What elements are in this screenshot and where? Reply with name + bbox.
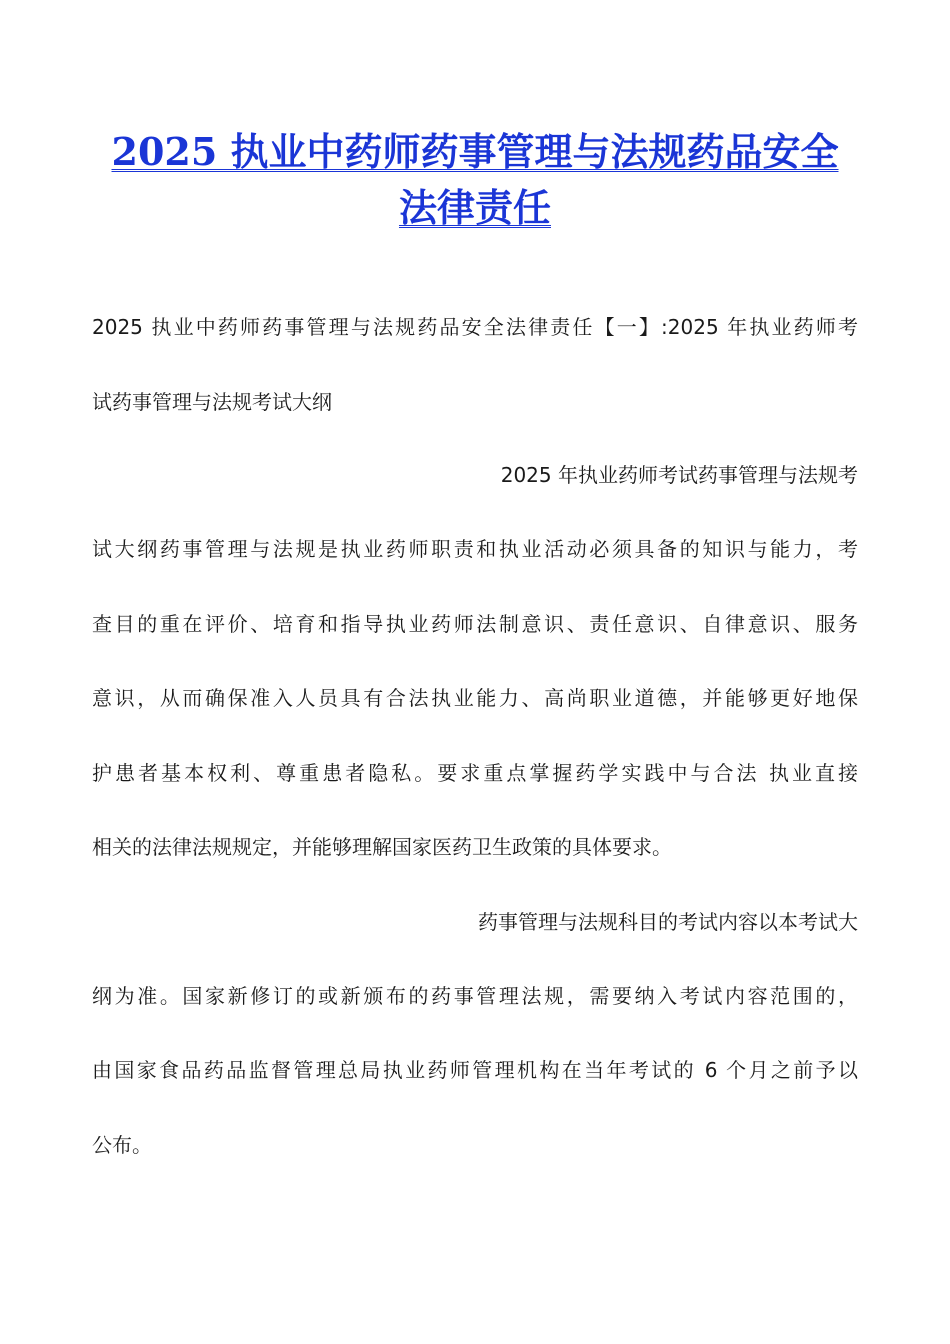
- body-line: 试药事管理与法规考试大纲: [92, 390, 332, 414]
- body-line: 相关的法律法规规定，并能够理解国家医药卫生政策的具体要求。: [92, 835, 672, 859]
- body-line: 2025 执业中药师药事管理与法规药品安全法律责任【一】:2025 年执业药师考: [92, 315, 858, 339]
- title-line-1[interactable]: 2025 执业中药师药事管理与法规药品安全: [111, 129, 839, 174]
- body-line: 试大纲药事管理与法规是执业药师职责和执业活动必须具备的知识与能力，考: [92, 537, 858, 561]
- body-line: 公布。: [92, 1133, 152, 1157]
- body-line: 护患者基本权利、尊重患者隐私。要求重点掌握药学实践中与合法 执业直接: [92, 761, 858, 785]
- body-line: 由国家食品药品监督管理总局执业药师管理机构在当年考试的 6 个月之前予以: [92, 1058, 858, 1082]
- body-line: 药事管理与法规科目的考试内容以本考试大: [478, 910, 858, 934]
- body-line: 意识，从而确保准入人员具有合法执业能力、高尚职业道德，并能够更好地保: [92, 686, 858, 710]
- title-line-2[interactable]: 法律责任: [398, 185, 551, 230]
- body-line: 纲为准。国家新修订的或新颁布的药事管理法规，需要纳入考试内容范围的，: [92, 984, 858, 1008]
- body-line: 查目的重在评价、培育和指导执业药师法制意识、责任意识、自律意识、服务: [92, 612, 858, 636]
- body-line: 2025 年执业药师考试药事管理与法规考: [500, 463, 858, 487]
- document-title[interactable]: [80, 124, 870, 236]
